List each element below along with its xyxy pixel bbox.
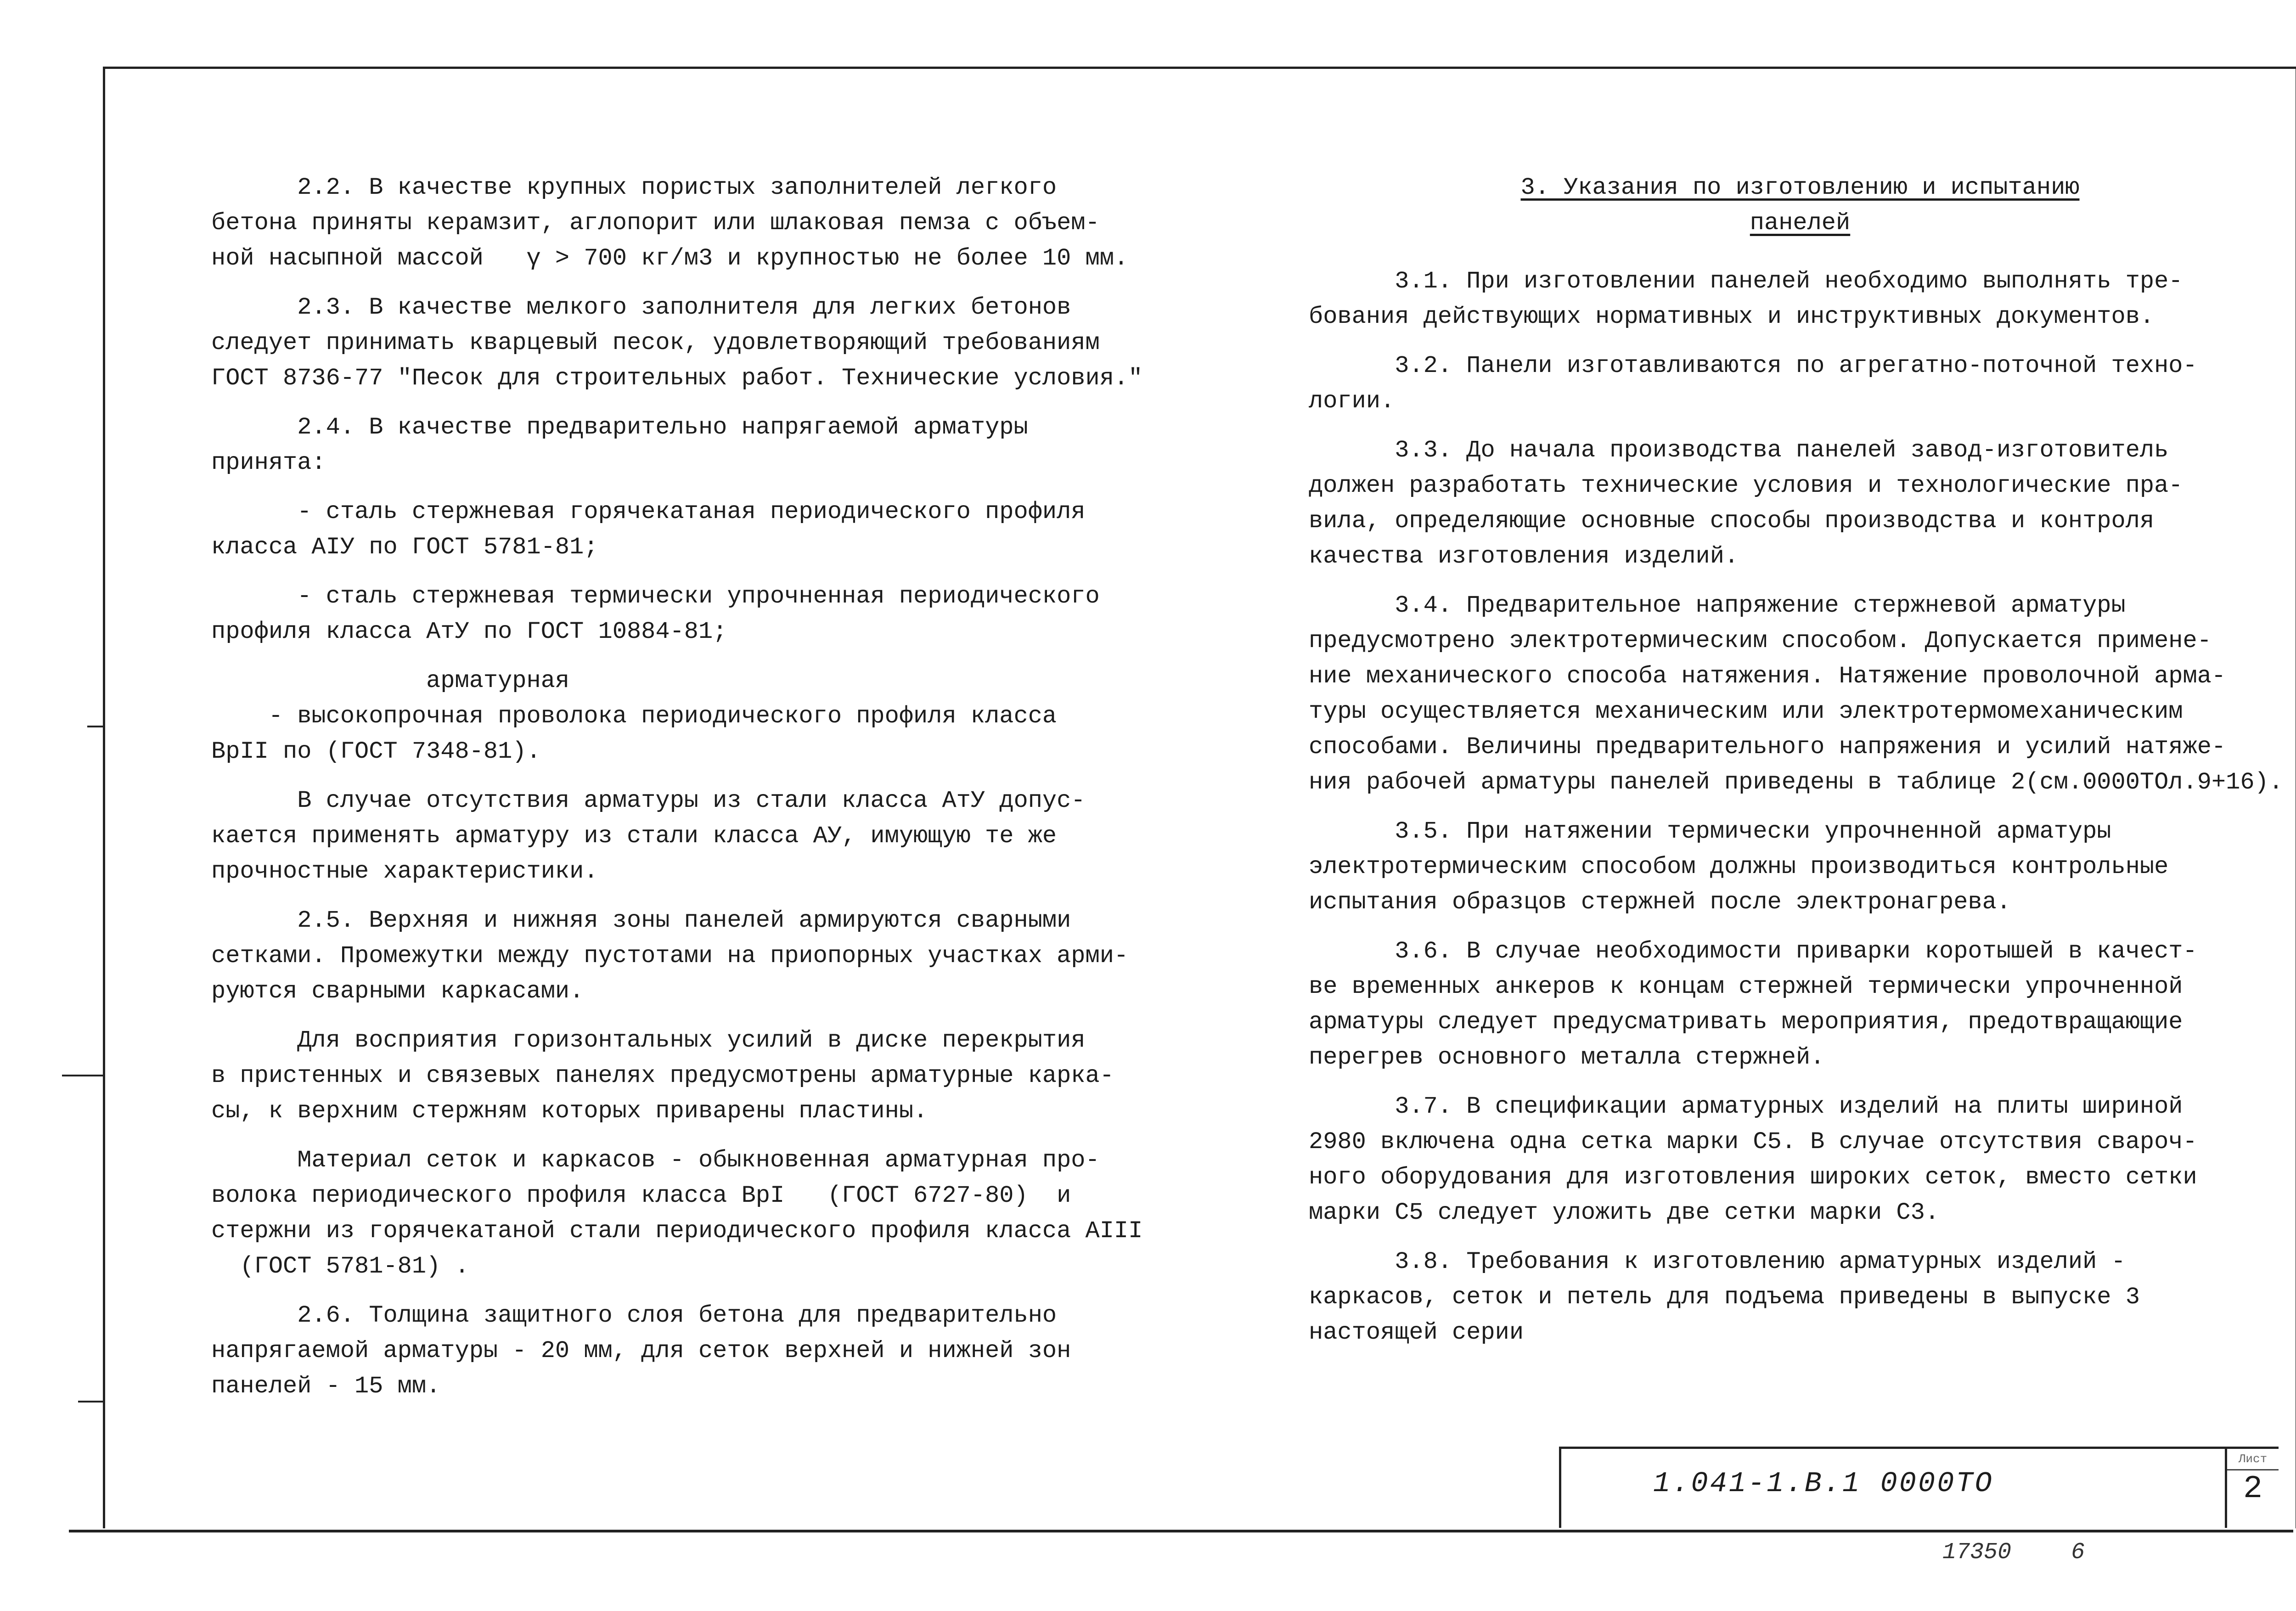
list-item-steel-atv: - сталь стержневая термически упрочненная периодического профиля класса АтУ по ГОСТ 10884-81; [211, 583, 1100, 645]
sheet-number-cell [2225, 1449, 2279, 1528]
paragraph-3-1: 3.1. При изготовлении панелей необходимо выполнять тре- бования действующих нормативных и инструктивных документов. [1309, 268, 2183, 330]
paragraph-2-3: 2.3. В качестве мелкого заполнителя для легких бетонов следует принимать кварцевый песок, удовлетворяющий требованиям ГОСТ 8736-77 "Песок для строительных работ. Технические условия." [211, 294, 1143, 392]
sheet-bottom-line [69, 1530, 2293, 1532]
list-item-wire-vrii: арматурная - высокопрочная проволока периодического профиля класса ВрII по (ГОСТ 7348-81). [211, 667, 1057, 765]
inventory-number: 17350 [1942, 1539, 2012, 1566]
paragraph-2-5: 2.5. Верхняя и нижняя зоны панелей армируются сварными сетками. Промежутки между пустотами на приопорных участках арми- руются сварными каркасами. [211, 907, 1129, 1005]
paragraph-3-7: 3.7. В спецификации арматурных изделий на плиты шириной 2980 включена одна сетка марки С5. В случае отсутствия свароч- ного оборудования для изготовления широких сеток, вместо сетки марки С5 следует уложить две сетки марки С3. [1309, 1093, 2197, 1226]
paragraph-2-2: 2.2. В качестве крупных пористых заполнителей легкого бетона приняты керамзит, аглопорит или шлаковая пемза с объем- ной насыпной массой γ > 700 кг/м3 и крупностью не более 10 мм. [211, 174, 1129, 272]
inventory-suffix: 6 [2071, 1539, 2085, 1566]
margin-tick [87, 726, 103, 727]
margin-tick [62, 1075, 103, 1076]
title-block [1559, 1447, 2279, 1528]
paragraph-substitution: В случае отсутствия арматуры из стали класса АтУ допус- кается применять арматуру из стали класса АУ, имующую те же прочностные характеристики. [211, 787, 1086, 885]
paragraph-materials: Материал сеток и каркасов - обыкновенная арматурная про- волока периодического профиля класса ВрI (ГОСТ 6727-80) и стержни из горячекатаной стали периодического профиля класса АIII (ГОСТ 5781-81) . [211, 1147, 1143, 1280]
paragraph-3-4: 3.4. Предварительное напряжение стержневой арматуры предусмотрено электротермическим способом. Допускается примене- ние механического способа натяжения. Натяжение проволочной арма- туры осуществляется механическим или электротермомеханическим способами. Величины предварительного напряжения и усилий натяже- ния рабочей арматуры панелей приведены в таблице 2(см.0000ТОл.9+16). [1309, 592, 2283, 796]
paragraph-3-3: 3.3. До начала производства панелей завод-изготовитель должен разработать технические условия и технологические пра- вила, определяющие основные способы производства и контроля качества изготовления изделий. [1309, 437, 2183, 570]
left-column [211, 170, 1199, 1418]
paragraph-3-5: 3.5. При натяжении термически упрочненной арматуры электротермическим способом должны производиться контрольные испытания образцов стержней после электронагрева. [1309, 818, 2169, 916]
section-3-heading: 3. Указания по изготовлению и испытанию панелей [1520, 174, 2080, 237]
document-code: 1.041-1.В.1 0000ТО [1653, 1467, 1994, 1500]
paragraph-horizontal-forces: Для восприятия горизонтальных усилий в диске перекрытия в пристенных и связевых панелях предусмотрены арматурные карка- сы, к верхним стержням которых приварены пластины. [211, 1027, 1114, 1125]
paragraph-2-6: 2.6. Толщина защитного слоя бетона для предварительно напрягаемой арматуры - 20 мм, для сеток верхней и нижней зон панелей - 15 мм. [211, 1302, 1071, 1400]
right-column [1309, 170, 2291, 1364]
inventory-note [1942, 1539, 2085, 1566]
paragraph-2-4: 2.4. В качестве предварительно напрягаемой арматуры принята: [211, 414, 1028, 476]
paragraph-3-6: 3.6. В случае необходимости приварки коротышей в качест- ве временных анкеров к концам стержней термически упрочненной арматуры следует предусматривать мероприятия, предотвращающие перегрев основного металла стержней. [1309, 938, 2197, 1071]
sheet-number: 2 [2243, 1471, 2262, 1507]
paragraph-3-2: 3.2. Панели изготавливаются по агрегатно-поточной техно- логии. [1309, 352, 2197, 415]
list-item-steel-aiv: - сталь стержневая горячекатаная периодического профиля класса АIУ по ГОСТ 5781-81; [211, 498, 1086, 561]
sheet-label: Лист [2227, 1449, 2279, 1470]
margin-tick [78, 1401, 103, 1403]
paragraph-3-8: 3.8. Требования к изготовлению арматурных изделий - каркасов, сеток и петель для подъема приведены в выпуске 3 настоящей серии [1309, 1248, 2140, 1346]
